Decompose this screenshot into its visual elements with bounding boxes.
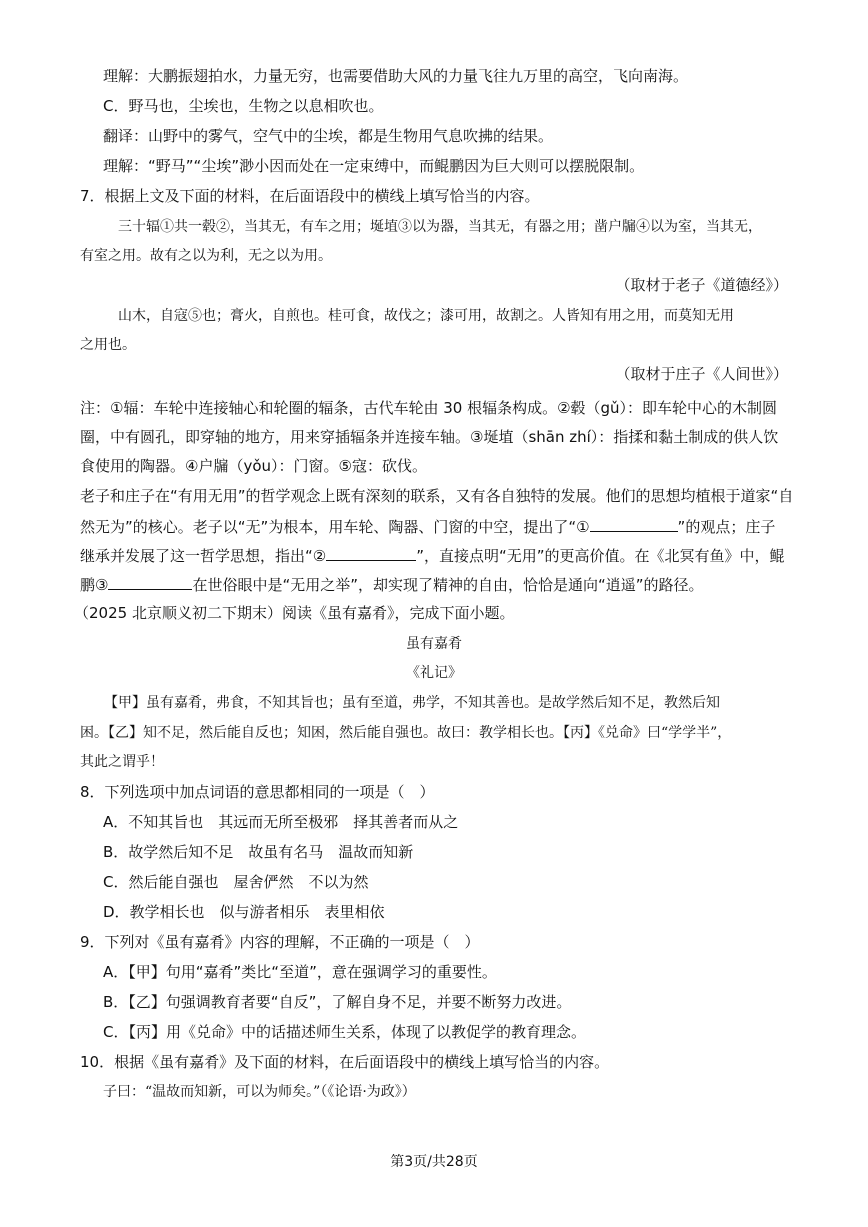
- passage-text: 在世俗眼中是“无用之举”，却实现了精神的自由，恰恰是通向“逍遥”的路径。: [192, 576, 704, 594]
- classical-text: 【甲】虽有嘉肴，弗食，不知其旨也；虽有至道，弗学，不知其善也。是故学然后知不足，教然后知: [104, 695, 720, 711]
- question-8: 8．下列选项中加点词语的意思都相同的一项是（ ）: [80, 783, 435, 801]
- fill-blank-1: [590, 515, 678, 532]
- text-line: 翻译：山野中的雾气，空气中的尘埃，都是生物用气息吹拂的结果。: [103, 127, 554, 145]
- laozi-text: 有室之用。故有之以为利，无之以为用。: [80, 248, 332, 264]
- option-d: D．教学相长也 似与游者相乐 表里相依: [103, 903, 385, 921]
- passage-line: [80, 573, 704, 595]
- fill-blank-2: [326, 544, 416, 561]
- passage-text: ”的观点；庄子: [677, 518, 776, 536]
- option-b: B．【乙】句强调教育者要“自反”，了解自身不足，并要不断努力改进。: [103, 993, 572, 1011]
- passage-source: 《礼记》: [406, 665, 462, 681]
- page-footer: 第3页/共28页: [390, 1154, 478, 1170]
- quotation: 子曰：“温故而知新，可以为师矣。”（《论语·为政》）: [103, 1084, 416, 1100]
- passage-title: 虽有嘉肴: [406, 636, 462, 652]
- option-c: C．然后能自强也 屋舍俨然 不以为然: [103, 873, 369, 891]
- question-7: 7．根据上文及下面的材料，在后面语段中的横线上填写恰当的内容。: [80, 187, 540, 205]
- passage-line: 老子和庄子在“有用无用”的哲学观念上既有深刻的联系，又有各自独特的发展。他们的思想均植根于道家“自: [80, 487, 794, 505]
- zhuangzi-text: 山木，自寇⑤也；膏火，自煎也。桂可食，故伐之；漆可用，故割之。人皆知有用之用，而莫知无用: [118, 308, 734, 324]
- passage-text: 鹏③: [80, 576, 109, 594]
- question-10: 10．根据《虽有嘉肴》及下面的材料，在后面语段中的横线上填写恰当的内容。: [80, 1053, 610, 1071]
- classical-text: 困。【乙】知不足，然后能自反也；知困，然后能自强也。故曰：教学相长也。【丙】《兑命》曰“学学半”，: [80, 725, 732, 741]
- classical-text: 其此之谓乎！: [80, 754, 164, 770]
- passage-text: 然无为”的核心。老子以“无”为根本，用车轮、陶器、门窗的中空，提出了“①: [80, 518, 590, 536]
- passage-text: 继承并发展了这一哲学思想，指出“②: [80, 547, 327, 565]
- zhuangzi-text: 之用也。: [80, 337, 136, 353]
- laozi-text: 三十辐①共一毂②，当其无，有车之用；埏埴③以为器，当其无，有器之用；凿户牖④以为室，当其无，: [118, 219, 762, 235]
- option-c: C．【丙】用《兑命》中的话描述师生关系，体现了以教促学的教育理念。: [103, 1023, 586, 1041]
- option-a: A．【甲】句用“嘉肴”类比“至道”，意在强调学习的重要性。: [103, 963, 497, 981]
- section-intro: （2025 北京顺义初二下期末）阅读《虽有嘉肴》，完成下面小题。: [74, 604, 515, 622]
- text-line: C．野马也，尘埃也，生物之以息相吹也。: [103, 97, 384, 115]
- passage-text: ”，直接点明“无用”的更高价值。在《北冥有鱼》中，鲲: [416, 547, 785, 565]
- annotation-line: 注：①辐：车轮中连接轴心和轮圈的辐条，古代车轮由 30 根辐条构成。②毂（gǔ）：即车轮中心的木制圆: [80, 399, 778, 417]
- zhuangzi-source: （取材于庄子《人间世》）: [615, 365, 788, 383]
- annotation-line: 圈，中有圆孔，即穿轴的地方，用来穿插辐条并连接车轴。③埏埴（shān zhí）：指揉和黏土制成的供人饮: [80, 428, 779, 446]
- passage-line: [80, 544, 785, 566]
- annotation-line: 食使用的陶器。④户牖（yǒu）：门窗。⑤寇：砍伐。: [80, 457, 427, 475]
- text-line: 理解：大鹏振翅拍水，力量无穷，也需要借助大风的力量飞往九万里的高空，飞向南海。: [103, 67, 689, 85]
- question-9: 9．下列对《虽有嘉肴》内容的理解，不正确的一项是（ ）: [80, 933, 480, 951]
- laozi-source: （取材于老子《道德经》）: [615, 276, 788, 294]
- text-line: 理解：“野马”“尘埃”渺小因而处在一定束缚中，而鲲鹏因为巨大则可以摆脱限制。: [103, 157, 645, 175]
- passage-line: [80, 515, 775, 537]
- fill-blank-3: [108, 573, 192, 590]
- option-a: A．不知其旨也 其远而无所至极邪 择其善者而从之: [103, 813, 459, 831]
- option-b: B．故学然后知不足 故虽有名马 温故而知新: [103, 843, 414, 861]
